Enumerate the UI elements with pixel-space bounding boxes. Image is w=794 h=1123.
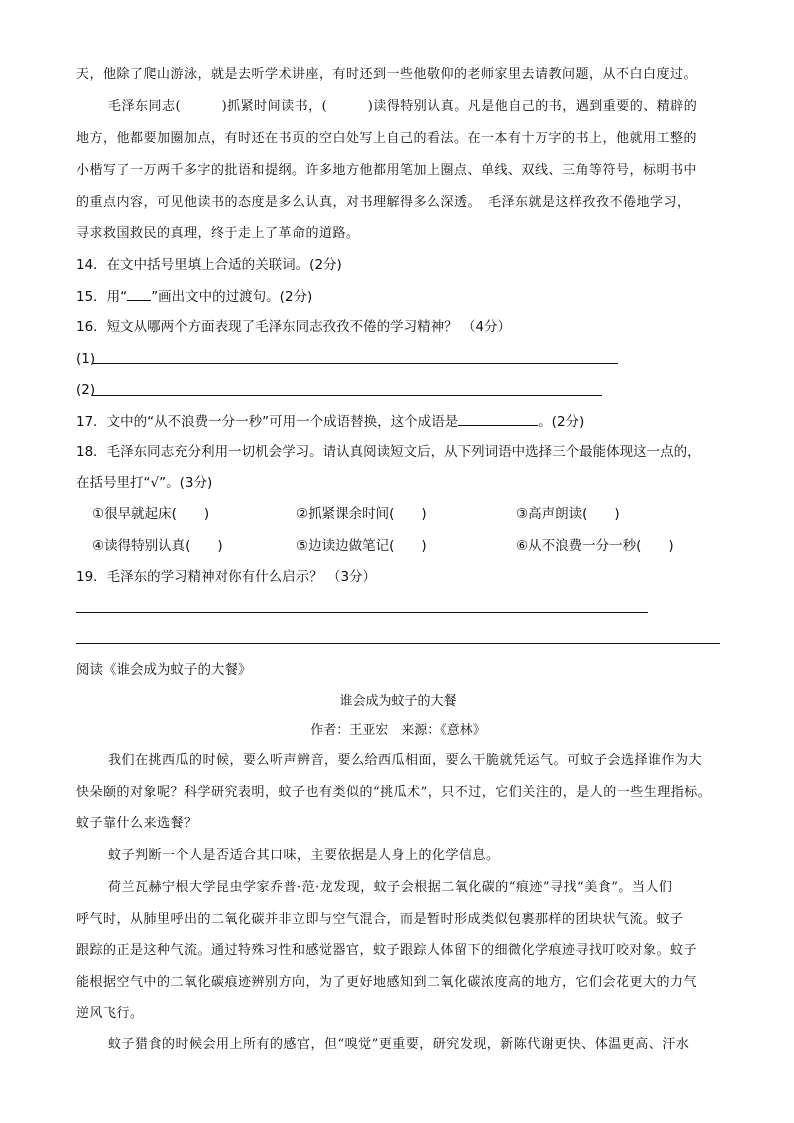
- passage2-line: 蚊子判断一个人是否适合其口味，主要依据是人身上的化学信息。: [108, 848, 500, 863]
- question-15-prefix: 15．用“: [76, 289, 128, 305]
- question-15: [76, 286, 720, 307]
- idiom-blank[interactable]: [458, 411, 538, 426]
- passage2-line: 我们在挑西瓜的时候，要么听声辨音，要么给西瓜相面，要么干脆就凭运气。可蚊子会选择谁作为大: [108, 753, 703, 768]
- question-18-line: 在括号里打“√”。(3分): [76, 475, 213, 491]
- option-5[interactable]: ⑤边读边做笔记( ): [296, 538, 427, 554]
- answer-label-2: (2): [76, 382, 96, 398]
- option-6[interactable]: ⑥从不浪费一分一秒( ): [516, 538, 674, 554]
- question-17-score: 。(2分): [538, 414, 585, 430]
- passage1-line: 的重点内容，可见他读书的态度是多么认真，对书理解得多么深透。 毛泽东就是这样孜孜不倦地学习，: [76, 195, 691, 210]
- passage-title: 谁会成为蚊子的大餐: [339, 694, 457, 709]
- question-16: 16．短文从哪两个方面表现了毛泽东同志孜孜不倦的学习精神？ （4分）: [76, 319, 512, 335]
- option-2[interactable]: ②抓紧课余时间( ): [296, 506, 427, 522]
- question-19: 19．毛泽东的学习精神对你有什么启示？ （3分）: [76, 569, 377, 585]
- question-17-text: 17．文中的“从不浪费一分一秒”可用一个成语替换，这个成语是: [76, 414, 459, 430]
- passage2-line: 荷兰瓦赫宁根大学昆虫学家乔普·范·龙发现，蚊子会根据二氧化碳的“痕迹”寻找“美食”。当人们: [108, 880, 673, 895]
- passage2-line: 跟踪的正是这种气流。通过特殊习性和感觉器官，蚊子跟踪人体留下的细微化学痕迹寻找叮咬对象。蚊子: [76, 943, 698, 958]
- passage1-line: 寻求救国救民的真理，终于走上了革命的道路。: [76, 226, 360, 241]
- option-4[interactable]: ④读得特别认真( ): [92, 538, 223, 554]
- passage2-line: 能根据空气中的二氧化碳痕迹辨别方向，为了更好地感知到二氧化碳浓度高的地方，它们会花更大的力气: [76, 975, 698, 990]
- question-18-line: 18．毛泽东同志充分利用一切机会学习。请认真阅读短文后，从下列词语中选择三个最能体现这一点的，: [76, 444, 701, 460]
- passage1-line: 地方，他都要加圈加点，有时还在书页的空白处写上自己的看法。在一本有十万字的书上，他就用工整的: [76, 131, 698, 146]
- passage1-line: 天，他除了爬山游泳，就是去听学术讲座，有时还到一些他敬仰的老师家里去请教问题，从不白白度过。: [76, 67, 698, 82]
- passage2-line: 逆风飞行。: [76, 1006, 144, 1021]
- option-3[interactable]: ③高声朗读( ): [516, 506, 620, 522]
- answer-line-2[interactable]: [92, 395, 602, 396]
- answer-label-1: (1): [76, 351, 96, 367]
- passage1-line: 毛泽东同志( )抓紧时间读书，( )读得特别认真。凡是他自己的书，遇到重要的、精辟的: [108, 99, 698, 114]
- reading-intro: 阅读《谁会成为蚊子的大餐》: [76, 662, 252, 678]
- passage2-line: 蚊子靠什么来选餐？: [76, 816, 198, 831]
- answer-line-4[interactable]: [76, 643, 720, 644]
- passage2-line: 蚊子猎食的时候会用上所有的感官，但“嗅觉”更重要，研究发现，新陈代谢更快、体温更高、汗水: [108, 1037, 690, 1052]
- question-17: [76, 411, 720, 432]
- passage2-line: 呼气时，从肺里呼出的二氧化碳并非立即与空气混合，而是暂时形成类似包裹那样的团块状气流。蚊子: [76, 912, 684, 927]
- passage2-line: 快朵颐的对象呢？科学研究表明，蚊子也有类似的“挑瓜术”，只不过，它们关注的，是人的一些生理指标。: [76, 785, 712, 800]
- underline-sample: [127, 286, 151, 301]
- passage-byline: 作者：王亚宏 来源：《意林》: [310, 723, 486, 738]
- answer-line-3[interactable]: [76, 612, 648, 613]
- answer-line-1[interactable]: [92, 363, 618, 364]
- question-14: 14．在文中括号里填上合适的关联词。(2分): [76, 257, 342, 273]
- question-15-suffix: ”画出文中的过渡句。(2分): [151, 289, 313, 305]
- passage1-line: 小楷写了一万两千多字的批语和提纲。许多地方他都用笔加上圈点、单线、双线、三角等符号，标明书中: [76, 163, 698, 178]
- option-1[interactable]: ①很早就起床( ): [92, 506, 210, 522]
